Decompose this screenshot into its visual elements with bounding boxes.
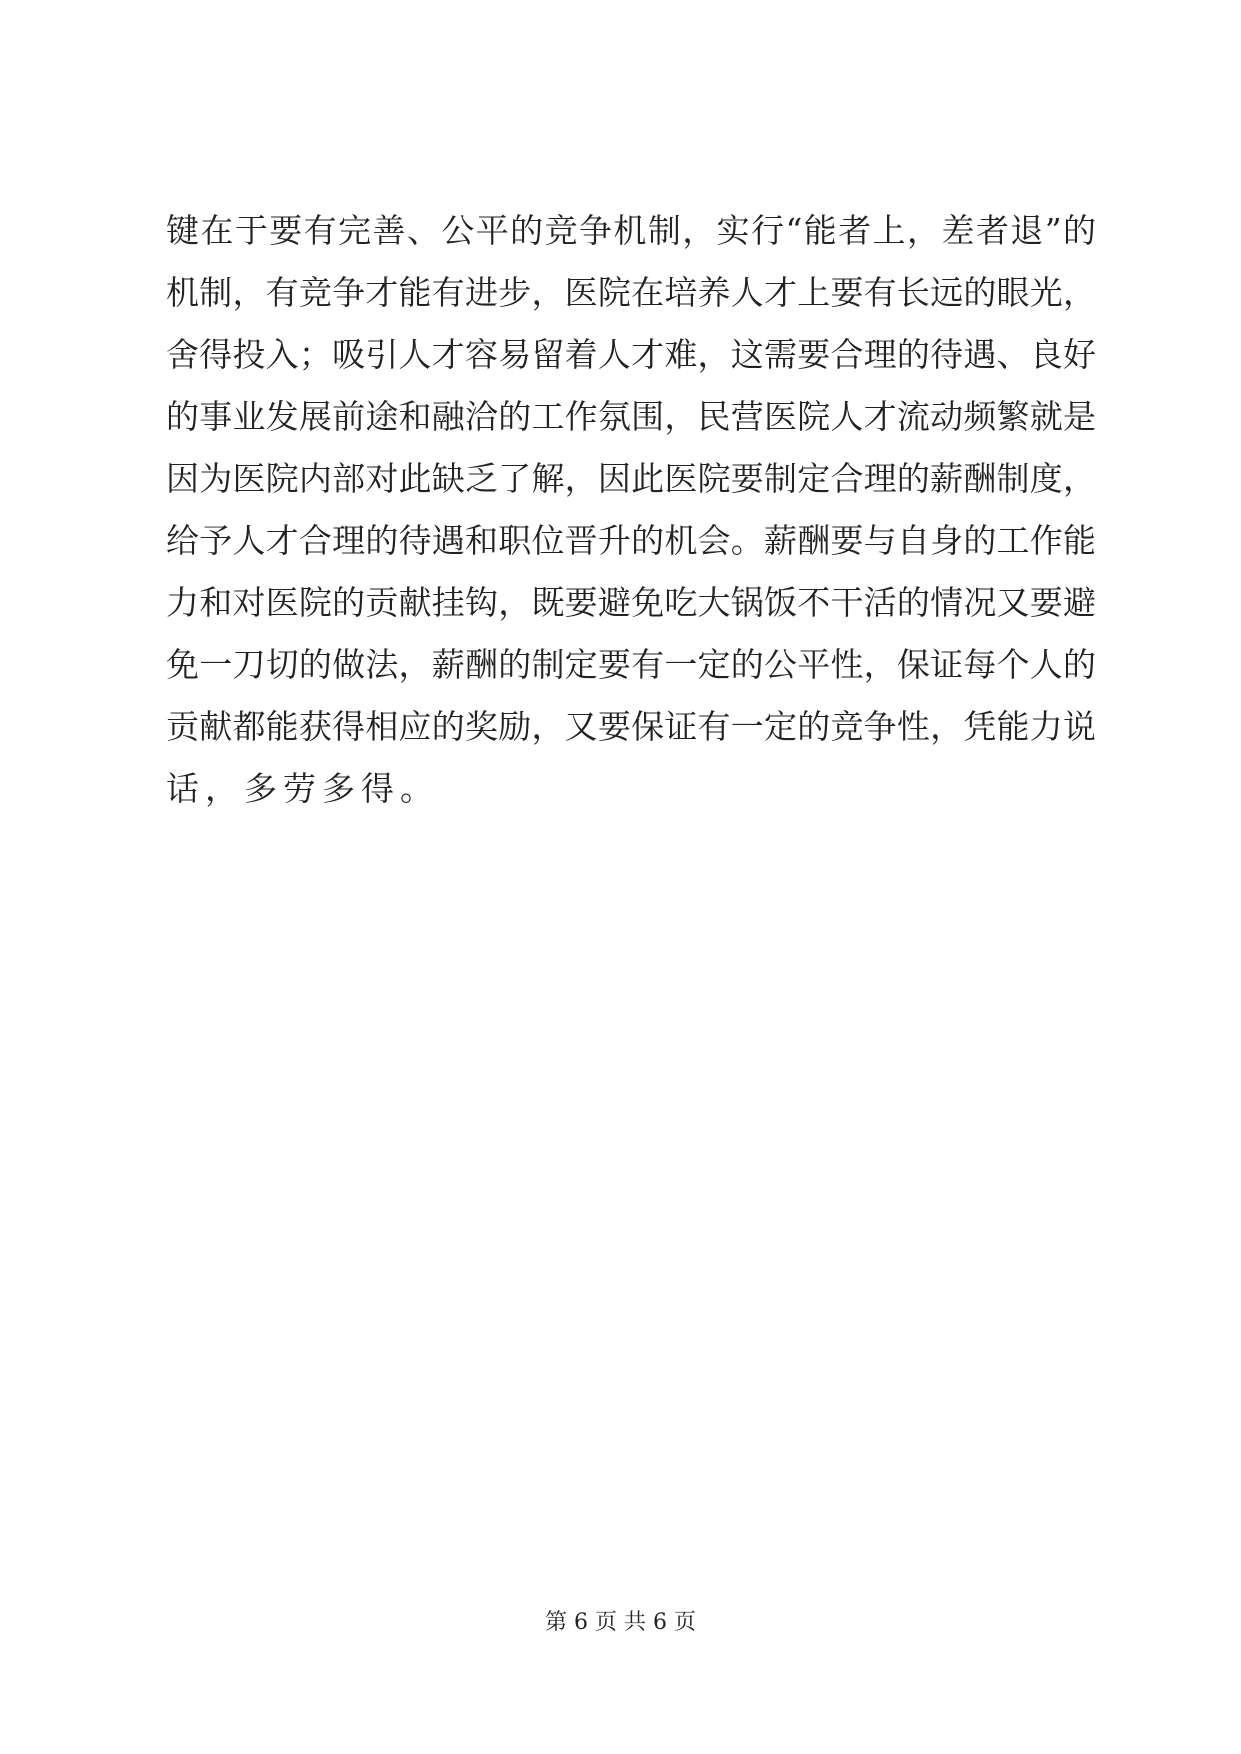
text-line: 贡献都能获得相应的奖励，又要保证有一定的竞争性，凭能力说 xyxy=(166,707,1096,746)
text-line: 免一刀切的做法，薪酬的制定要有一定的公平性，保证每个人的 xyxy=(166,645,1096,684)
page-number-footer: 第 6 页 共 6 页 xyxy=(545,1610,696,1635)
text-line: 给予人才合理的待遇和职位晋升的机会。薪酬要与自身的工作能 xyxy=(166,521,1096,560)
text-line: 键在于要有完善、公平的竞争机制，实行“能者上，差者退”的 xyxy=(166,211,1096,250)
text-line: 因为医院内部对此缺乏了解，因此医院要制定合理的薪酬制度， xyxy=(166,459,1096,498)
text-line: 舍得投入；吸引人才容易留着人才难，这需要合理的待遇、良好 xyxy=(166,335,1096,374)
text-line: 机制，有竞争才能有进步，医院在培养人才上要有长远的眼光， xyxy=(166,273,1096,312)
text-line: 的事业发展前途和融洽的工作氛围，民营医院人才流动频繁就是 xyxy=(166,397,1096,436)
text-line-last: 话，多劳多得。 xyxy=(166,769,439,808)
text-line: 力和对医院的贡献挂钩，既要避免吃大锅饭不干活的情况又要避 xyxy=(166,583,1096,622)
body-paragraph xyxy=(166,200,1096,820)
